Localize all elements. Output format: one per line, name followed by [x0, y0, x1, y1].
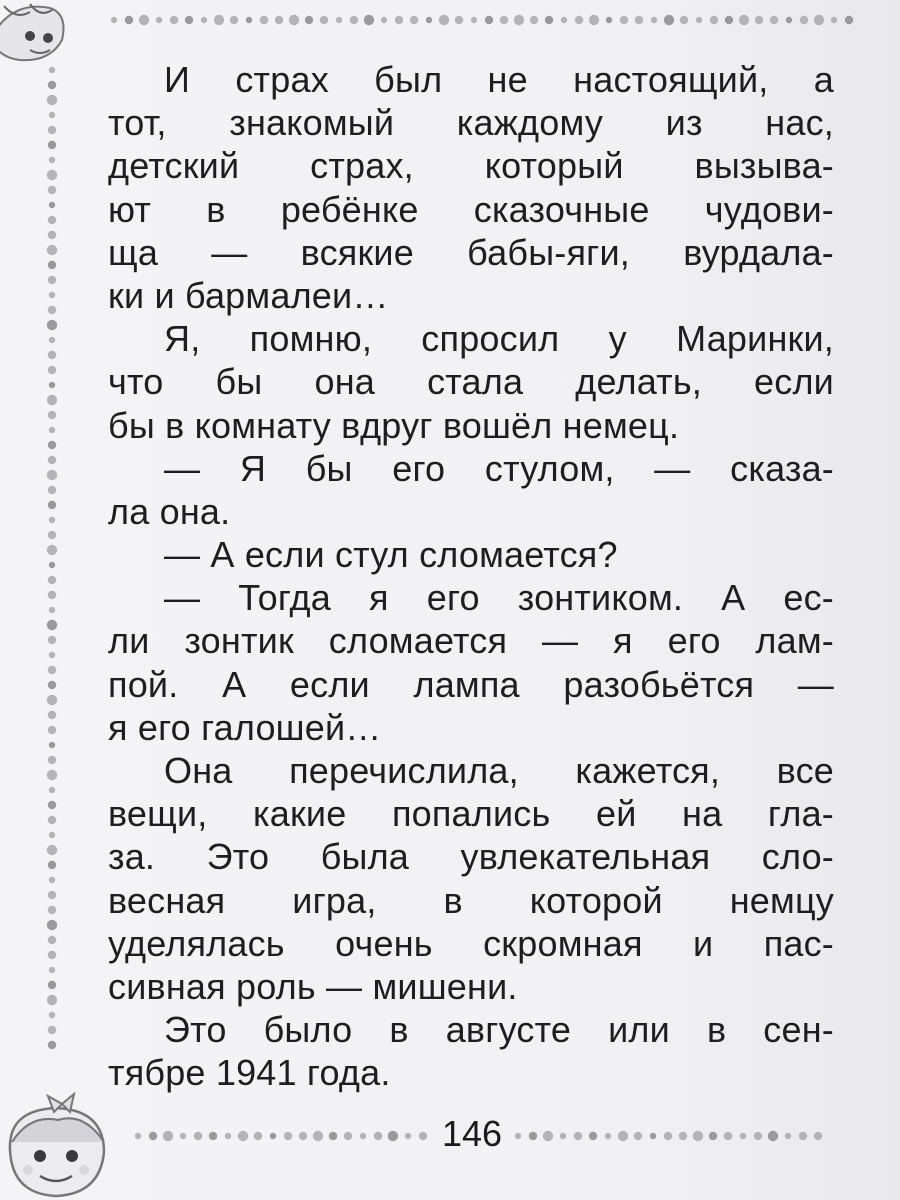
decorative-dot	[845, 16, 853, 24]
decorative-dot	[739, 15, 749, 25]
text-line: ла она.	[108, 490, 231, 532]
decorative-dot	[48, 1026, 56, 1034]
decorative-dot	[485, 16, 493, 24]
decorative-dot	[48, 801, 56, 809]
decorative-dot	[725, 16, 733, 24]
decorative-dot	[49, 787, 55, 793]
decorative-dot	[410, 16, 418, 24]
decorative-dot	[48, 231, 56, 239]
decorative-dot	[785, 1133, 791, 1139]
decorative-dot	[350, 16, 358, 24]
decorative-dot	[47, 470, 57, 480]
decorative-dot	[374, 1132, 382, 1140]
decorative-dot	[49, 967, 55, 973]
decorative-dot	[48, 906, 56, 914]
decorative-dot	[214, 15, 224, 25]
decorative-dot	[170, 16, 178, 24]
decorative-dot	[799, 1132, 807, 1140]
decorative-dot	[770, 16, 778, 24]
text-line: ли зонтик сломается — я его лам-	[108, 620, 834, 662]
decorative-dot	[225, 1133, 231, 1139]
decorative-dot	[47, 920, 57, 930]
decorative-dot	[514, 15, 524, 25]
decorative-dot	[48, 501, 56, 509]
decorative-dot	[696, 17, 702, 23]
text-line: что бы она стала делать, если	[108, 361, 834, 403]
decorative-dot	[651, 17, 657, 23]
decorative-dot	[48, 726, 56, 734]
decorative-dot	[275, 16, 283, 24]
decorative-dot	[395, 16, 403, 24]
decorative-dot	[634, 1132, 642, 1140]
decorative-dot	[49, 517, 55, 523]
decorative-dot	[299, 1132, 307, 1140]
text-line: Я, помню, спросил у Маринки,	[164, 318, 834, 360]
decorative-dot	[313, 1131, 323, 1141]
decorative-dot	[680, 16, 688, 24]
decorative-dot	[139, 15, 149, 25]
decorative-dot	[48, 861, 56, 869]
decorative-dot	[49, 1012, 55, 1018]
decorative-dot	[575, 16, 583, 24]
decorative-dot	[515, 1133, 521, 1139]
decorative-dot	[48, 591, 56, 599]
decorative-dot	[47, 170, 57, 180]
text-line: детский страх, который вызыва-	[108, 145, 834, 187]
decorative-dot	[620, 16, 628, 24]
decorative-dot	[388, 1131, 398, 1141]
decorative-dot	[831, 17, 837, 23]
decorative-dot	[455, 16, 463, 24]
decorative-dot	[48, 366, 56, 374]
decorative-dot	[529, 1132, 537, 1140]
decorative-dot	[48, 936, 56, 944]
decorative-dot	[48, 411, 56, 419]
decorative-dot	[230, 16, 238, 24]
decorative-dot	[426, 17, 432, 23]
decorative-dot	[209, 1132, 217, 1140]
decorative-dot	[254, 1132, 262, 1140]
text-line: весная игра, в которой немцу	[108, 879, 834, 921]
decorative-dot	[47, 95, 57, 105]
decorative-dot	[49, 607, 55, 613]
decorative-dot	[48, 951, 56, 959]
text-line: ки и бармалеи…	[108, 274, 389, 316]
decorative-dot	[786, 17, 792, 23]
decorative-dot	[48, 816, 56, 824]
text-line: ща — всякие бабы-яги, вурдала-	[108, 231, 834, 273]
decorative-dot	[561, 17, 567, 23]
decorative-dot	[163, 1131, 173, 1141]
decorative-dot	[48, 711, 56, 719]
decorative-dot	[194, 1132, 202, 1140]
text-line: бы в комнату вдруг вошёл немец.	[108, 404, 680, 446]
decorative-dot	[49, 427, 55, 433]
decorative-dot	[125, 16, 133, 24]
decorative-dot	[47, 545, 57, 555]
bottom-dotted-border-left	[132, 1124, 432, 1148]
decorative-dot	[344, 1132, 352, 1140]
decorative-dot	[48, 276, 56, 284]
decorative-dot	[47, 845, 57, 855]
decorative-dot	[500, 16, 508, 24]
decorative-dot	[543, 1131, 553, 1141]
left-dotted-border	[40, 64, 64, 1064]
decorative-dot	[305, 16, 313, 24]
decorative-dot	[48, 141, 56, 149]
decorative-dot	[48, 681, 56, 689]
decorative-dot	[754, 1132, 762, 1140]
decorative-dot	[320, 16, 328, 24]
decorative-dot	[49, 562, 55, 568]
decorative-dot	[740, 1133, 746, 1139]
decorative-dot	[329, 1132, 337, 1140]
decorative-dot	[270, 1133, 276, 1139]
decorative-dot	[201, 17, 207, 23]
decorative-dot	[49, 292, 55, 298]
decorative-dot	[180, 1133, 186, 1139]
decorative-dot	[800, 16, 808, 24]
decorative-dot	[48, 531, 56, 539]
decorative-dot	[768, 1131, 778, 1141]
decorative-dot	[47, 245, 57, 255]
decorative-dot	[48, 666, 56, 674]
decorative-dot	[693, 1131, 703, 1141]
decorative-dot	[149, 1132, 157, 1140]
decorative-dot	[755, 16, 763, 24]
text-line: я его галошей…	[108, 706, 382, 748]
text-line: сивная роль — мишени.	[108, 965, 518, 1007]
page-number: 146	[441, 1113, 503, 1154]
decorative-dot	[47, 620, 57, 630]
decorative-dot	[49, 742, 55, 748]
decorative-dot	[560, 1133, 566, 1139]
decorative-dot	[664, 15, 674, 25]
decorative-dot	[49, 382, 55, 388]
top-dotted-border	[108, 8, 860, 32]
text-line: уделялась очень скромная и пас-	[108, 922, 834, 964]
decorative-dot	[47, 695, 57, 705]
decorative-dot	[545, 16, 553, 24]
decorative-dot	[814, 1132, 822, 1140]
decorative-dot	[47, 770, 57, 780]
decorative-dot	[49, 877, 55, 883]
decorative-dot	[48, 1041, 56, 1049]
decorative-dot	[49, 652, 55, 658]
text-line: — Я бы его стулом, — сказа-	[164, 447, 834, 489]
decorative-dot	[246, 17, 252, 23]
decorative-dot	[471, 17, 477, 23]
text-line: за. Это была увлекательная сло-	[108, 836, 834, 878]
decorative-dot	[48, 261, 56, 269]
decorative-dot	[238, 1131, 248, 1141]
decorative-dot	[650, 1133, 656, 1139]
decorative-dot	[49, 67, 55, 73]
text-line: вещи, какие попались ей на гла-	[108, 793, 834, 835]
decorative-dot	[135, 1133, 141, 1139]
decorative-dot	[47, 395, 57, 405]
paragraph-1	[108, 58, 834, 317]
decorative-dot	[49, 112, 55, 118]
decorative-dot	[47, 995, 57, 1005]
decorative-dot	[48, 576, 56, 584]
decorative-dot	[724, 1132, 732, 1140]
text-line: — Тогда я его зонтиком. А ес-	[164, 577, 834, 619]
decorative-dot	[814, 15, 824, 25]
text-line: тот, знакомый каждому из нас,	[108, 102, 834, 144]
decorative-dot	[530, 16, 538, 24]
decorative-dot	[364, 15, 374, 25]
decorative-dot	[111, 17, 117, 23]
decorative-dot	[664, 1132, 672, 1140]
paragraph-7	[108, 1008, 834, 1094]
decorative-dot	[185, 16, 193, 24]
girl-illustration-top	[0, 0, 70, 64]
paragraph-3	[108, 447, 834, 533]
decorative-dot	[48, 756, 56, 764]
decorative-dot	[709, 1132, 717, 1140]
decorative-dot	[618, 1131, 628, 1141]
decorative-dot	[710, 16, 718, 24]
decorative-dot	[589, 1132, 597, 1140]
decorative-dot	[589, 15, 599, 25]
decorative-dot	[48, 81, 56, 89]
text-line: — А если стул сломается?	[164, 534, 618, 576]
text-line: Это было в августе или в сен-	[164, 1009, 834, 1051]
decorative-dot	[48, 636, 56, 644]
decorative-dot	[605, 1133, 611, 1139]
decorative-dot	[289, 15, 299, 25]
decorative-dot	[439, 15, 449, 25]
decorative-dot	[48, 981, 56, 989]
decorative-dot	[48, 126, 56, 134]
decorative-dot	[405, 1133, 411, 1139]
decorative-dot	[360, 1133, 366, 1139]
decorative-dot	[419, 1132, 427, 1140]
paragraph-6	[108, 749, 834, 1008]
decorative-dot	[49, 832, 55, 838]
decorative-dot	[48, 351, 56, 359]
bottom-dotted-border-right	[512, 1124, 830, 1148]
text-line: тябре 1941 года.	[108, 1052, 391, 1094]
text-line: ют в ребёнке сказочные чудови-	[108, 188, 834, 230]
decorative-dot	[381, 17, 387, 23]
text-line: Она перечислила, кажется, все	[164, 750, 834, 791]
decorative-dot	[574, 1132, 582, 1140]
decorative-dot	[48, 306, 56, 314]
decorative-dot	[48, 216, 56, 224]
decorative-dot	[47, 320, 57, 330]
decorative-dot	[49, 202, 55, 208]
decorative-dot	[284, 1132, 292, 1140]
decorative-dot	[260, 16, 268, 24]
decorative-dot	[49, 337, 55, 343]
decorative-dot	[48, 186, 56, 194]
decorative-dot	[635, 16, 643, 24]
decorative-dot	[156, 17, 162, 23]
decorative-dot	[49, 157, 55, 163]
paragraph-4	[108, 533, 834, 576]
girl-illustration-bottom	[0, 1090, 126, 1200]
decorative-dot	[48, 456, 56, 464]
decorative-dot	[48, 486, 56, 494]
decorative-dot	[679, 1132, 687, 1140]
paragraph-2	[108, 317, 834, 447]
text-line: И страх был не настоящий, а	[164, 59, 834, 100]
body-text	[108, 58, 834, 1095]
decorative-dot	[48, 441, 56, 449]
text-line: пой. А если лампа разобьётся —	[108, 663, 834, 705]
decorative-dot	[606, 17, 612, 23]
paragraph-5	[108, 576, 834, 749]
decorative-dot	[336, 17, 342, 23]
decorative-dot	[48, 891, 56, 899]
